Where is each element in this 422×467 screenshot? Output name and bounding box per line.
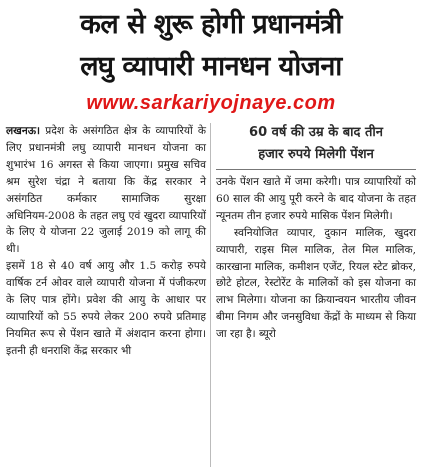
- subheadline-rule: [216, 169, 416, 170]
- left-column: [6, 123, 206, 360]
- right-column: [216, 174, 416, 343]
- left-paragraph-1-text: प्रदेश के असंगठित क्षेत्र के व्यापारियों के लिए प्रधानमंत्री लघु व्यापारी मानधन योजना का शुभारंभ 16 अगस्त से किया जाएगा। प्रमुख सचिव श्रम सुरेश चंद्रा ने बताया कि केंद्र सरकार ने असंगठित कर्मकार सामाजिक सुरक्षा अधिनियम-2008 के तहत लघु एवं खुदरा व्यापारियों के लिए ये योजना 22 जुलाई 2019 को लागू की थी।: [6, 125, 206, 256]
- subheadline-line-1: 60 वर्ष की उम्र के बाद तीन: [249, 125, 383, 140]
- right-paragraph-2: स्वनियोजित व्यापार, दुकान मालिक, खुदरा व्यापारी, राइस मिल मालिक, तेल मिल मालिक, कारखाना मालिक, कमीशन एजेंट, रियल स्टेट ब्रोकर, छोटे होटल, रेस्टोरेंट के मालिकों को इस योजना का लाभ मिलेगा। योजना का क्रियान्वयन भारतीय जीवन बीमा निगम और जनसुविधा केंद्रों के माध्यम से किया जा रहा है। ब्यूरो: [216, 226, 416, 341]
- left-paragraph-2: इसमें 18 से 40 वर्ष आयु और 1.5 करोड़ रुपये वार्षिक टर्न ओवर वाले व्यापारी योजना में पंजीकरण के लिए पात्र होंगे। प्रवेश की आयु के आधार पर व्यापारियों को 55 रुपये लेकर 200 रुपये प्रतिमाह नियमित रूप से पेंशन खाते में अंशदान करना होगा। इतनी ही धनराशि केंद्र सरकार भी: [6, 260, 206, 357]
- headline-line-2: लघु व्यापारी मानधन योजना: [80, 51, 342, 82]
- site-watermark: www.sarkariyojnaye.com: [86, 92, 336, 114]
- dateline: लखनऊ।: [6, 125, 41, 137]
- subheadline: [216, 122, 416, 166]
- column-divider: [210, 123, 211, 467]
- left-paragraph-1: [6, 123, 206, 258]
- headline-line-1: कल से शुरू होगी प्रधानमंत्री: [80, 9, 342, 40]
- subheadline-line-2: हजार रुपये मिलेगी पेंशन: [258, 147, 374, 162]
- right-paragraph-1: उनके पेंशन खाते में जमा करेगी। पात्र व्यापारियों को 60 साल की आयु पूरी करने के बाद योजना के तहत न्यूनतम तीन हजार रुपये मासिक पेंशन मिलेगी।: [216, 176, 416, 222]
